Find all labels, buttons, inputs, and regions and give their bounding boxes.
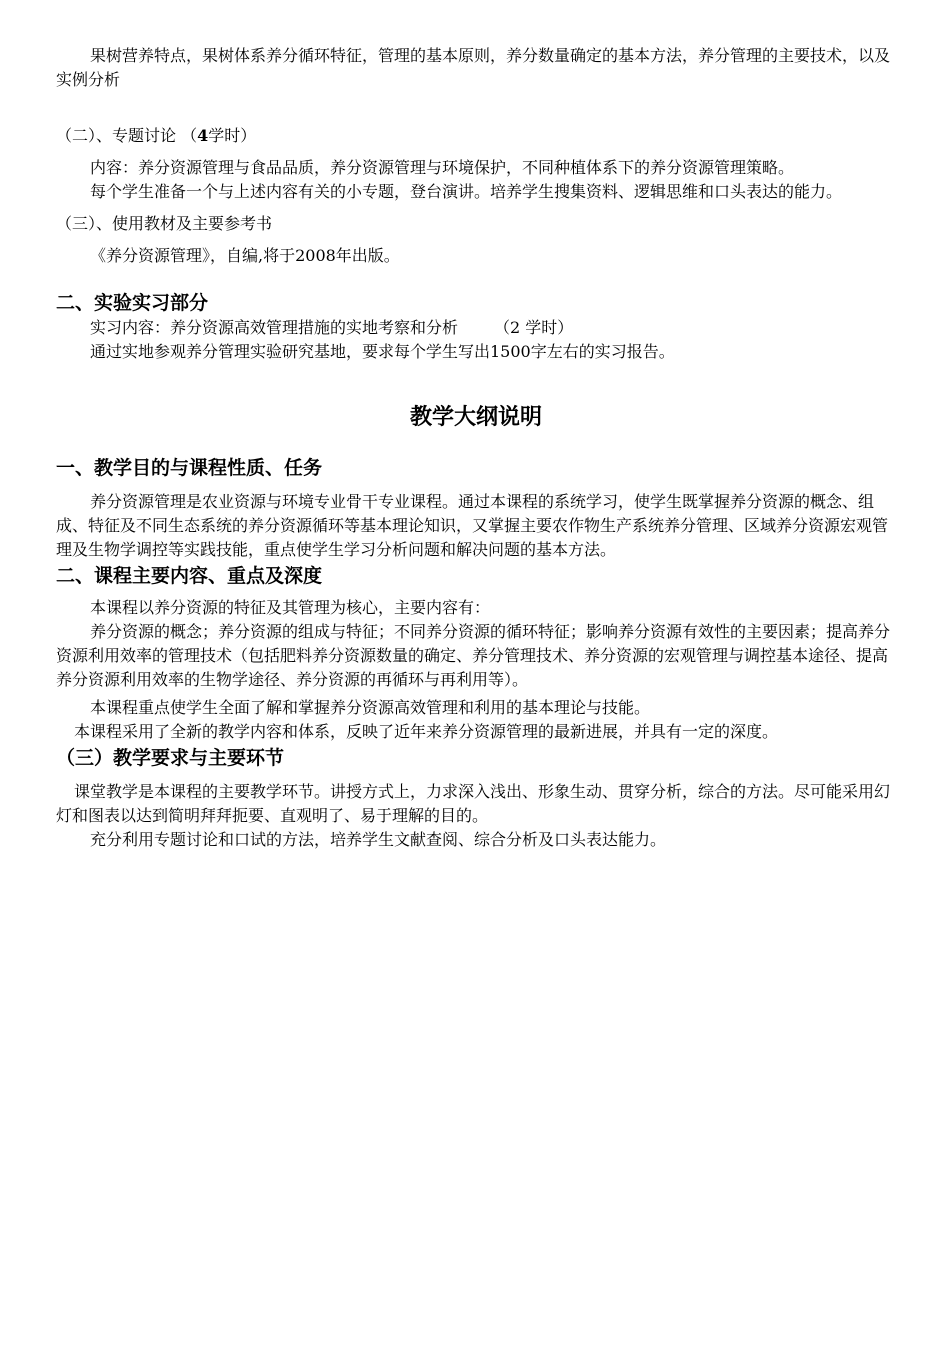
- heading-teaching-purpose: 一、教学目的与课程性质、任务: [56, 457, 323, 479]
- paragraph-teaching-methods: 充分利用专题讨论和口试的方法，培养学生文献查阅、综合分析及口头表达能力。: [90, 830, 667, 849]
- paragraph-teaching-requirements: 课堂教学是本课程的主要教学环节。讲授方式上，力求深入浅出、形象生动、贯穿分析，综合的方法。尽可能采用幻灯和图表以达到简明拜拜扼要、直观明了、易于理解的目的。: [56, 782, 891, 825]
- lab-content-text: 实习内容：养分资源高效管理措施的实地考察和分析: [90, 318, 459, 337]
- paragraph-teaching-purpose: 养分资源管理是农业资源与环境专业骨干专业课程。通过本课程的系统学习，使学生既掌握养分资源的概念、组成、特征及不同生态系统的养分资源循环等基本理论知识，又掌握主要农作物生产系统养分管理、区域养分资源宏观管理及生物学调控等实践技能，重点使学生学习分析问题和解决问题的基本方法。: [56, 492, 889, 559]
- paragraph-intro: 果树营养特点，果树体系养分循环特征，管理的基本原则，养分数量确定的基本方法，养分管理的主要技术，以及实例分析: [56, 46, 891, 89]
- paragraph-topic-content: 内容：养分资源管理与食品品质，养分资源管理与环境保护，不同种植体系下的养分资源管理策略。: [90, 158, 795, 177]
- paragraph-main-content-depth: 本课程采用了全新的教学内容和体系，反映了近年来养分资源管理的最新进展，并具有一定的深度。: [74, 722, 779, 741]
- heading-lab-practice: 二、实验实习部分: [56, 292, 209, 314]
- lab-hours-text: （2 学时）: [494, 318, 574, 337]
- outline-title: 教学大纲说明: [409, 405, 542, 430]
- heading-teaching-requirements: （三）教学要求与主要环节: [56, 747, 285, 769]
- paragraph-topic-task: 每个学生准备一个与上述内容有关的小专题，登台演讲。培养学生搜集资料、逻辑思维和口头表达的能力。: [90, 182, 843, 201]
- section-title-topic-discussion: [56, 124, 896, 148]
- paragraph-main-content-focus: 本课程重点使学生全面了解和掌握养分资源高效管理和利用的基本理论与技能。: [90, 698, 651, 717]
- paragraph-lab-report: 通过实地参观养分管理实验研究基地，要求每个学生写出1500字左右的实习报告。: [90, 342, 675, 361]
- section-title-textbooks: （三）、使用教材及主要参考书: [56, 214, 273, 233]
- paragraph-main-content-intro: 本课程以养分资源的特征及其管理为核心，主要内容有：: [90, 598, 491, 617]
- section-title-suffix: 学时）: [208, 126, 257, 145]
- section-hours-number: 4: [197, 126, 209, 145]
- heading-main-content: 二、课程主要内容、重点及深度: [56, 565, 323, 587]
- document-page: [56, 44, 896, 852]
- paragraph-lab-content: [56, 316, 896, 340]
- paragraph-textbook: 《养分资源管理》，自编,将于2008年出版。: [90, 246, 400, 265]
- paragraph-main-content-list: 养分资源的概念；养分资源的组成与特征；不同养分资源的循环特征；影响养分资源有效性的主要因素；提高养分资源利用效率的管理技术（包括肥料养分资源数量的确定、养分管理技术、养分资源的宏观管理与调控基本途径、提高养分资源利用效率的生物学途径、养分资源的再循环与再利用等）。: [56, 622, 891, 689]
- section-title-prefix: （二）、专题讨论 （: [56, 126, 198, 145]
